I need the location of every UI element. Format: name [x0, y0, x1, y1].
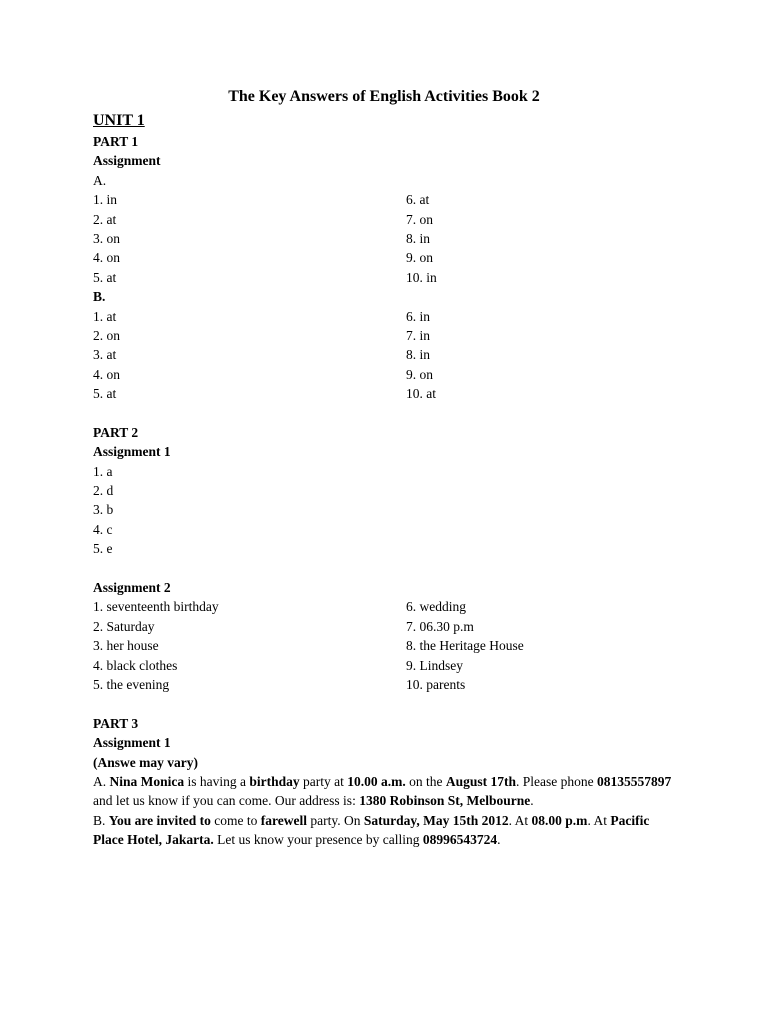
answer-row [93, 307, 693, 326]
answer-row [93, 597, 693, 616]
answer-item: 1. at [93, 308, 117, 324]
answer-row [93, 675, 693, 694]
answer-item: 4. on [93, 366, 120, 382]
part3-paragraph-a: A. Nina Monica is having a birthday party at 10.00 a.m. on the August 17th. Please phone 08135557897 and let us know if you can come. Our address is: 1380 Robinson St, Melbourne. [93, 773, 672, 809]
unit-heading: UNIT 1 [93, 112, 145, 129]
part2-assignment2-label: Assignment 2 [93, 579, 171, 595]
answer-item: 1. seventeenth birthday [93, 599, 219, 615]
answer-row [93, 210, 693, 229]
answer-item: 9. on [406, 250, 433, 266]
part1-heading: PART 1 [93, 134, 139, 149]
answer-row [93, 365, 693, 384]
answer-item: 6. in [406, 308, 431, 324]
part2-assignment1-list [93, 462, 693, 559]
answer-item: 2. Saturday [93, 618, 155, 634]
answer-item: 3. b [93, 502, 114, 518]
part3-paragraph-b: B. You are invited to come to farewell party. On Saturday, May 15th 2012. At 08.00 p.m. At Pacific Place Hotel, Jakarta. Let us know your presence by calling 08996543724. [93, 812, 650, 848]
document-content [93, 110, 693, 850]
answer-item: 9. on [406, 366, 433, 382]
answer-item: 10. at [406, 386, 436, 402]
answer-row [93, 384, 693, 403]
part3-assignment1-label: Assignment 1 [93, 735, 171, 751]
answer-row [93, 656, 693, 675]
answer-item: 6. wedding [406, 599, 466, 615]
answer-item: 4. c [93, 521, 113, 537]
answer-item: 4. black clothes [93, 657, 178, 673]
answer-item: 2. at [93, 211, 117, 227]
answer-item: 10. parents [406, 676, 466, 692]
answer-item: 1. in [93, 192, 118, 208]
answer-item: 8. in [406, 347, 431, 363]
part1-assignment-label: Assignment [93, 153, 161, 169]
part3-heading: PART 3 [93, 715, 139, 731]
answer-item: 5. at [93, 386, 117, 402]
answer-item: 3. at [93, 347, 117, 363]
answer-row [93, 326, 693, 345]
answer-item: 9. Lindsey [406, 657, 463, 673]
answer-row [93, 636, 693, 655]
part1-section-a-label: A. [93, 172, 107, 188]
answer-item: 8. the Heritage House [406, 638, 524, 654]
answer-item: 6. at [406, 192, 430, 208]
answer-item: 1. a [93, 463, 113, 479]
part2-assignment2-list [93, 597, 693, 694]
part1-section-b-label: B. [93, 289, 106, 305]
answer-item: 5. e [93, 541, 113, 557]
answer-item: 4. on [93, 250, 120, 266]
answer-item: 5. at [93, 269, 117, 285]
answer-item: 7. in [406, 327, 431, 343]
answer-row [93, 617, 693, 636]
answer-item: 5. the evening [93, 676, 170, 692]
part2-heading: PART 2 [93, 424, 139, 440]
answer-item: 10. in [406, 269, 437, 285]
answer-item: 2. d [93, 483, 114, 499]
part1-section-b-list [93, 307, 693, 404]
document-title: The Key Answers of English Activities Book 2 [228, 88, 540, 105]
answer-item: 7. on [406, 211, 433, 227]
answer-item: 2. on [93, 327, 120, 343]
answer-item: 3. on [93, 230, 120, 246]
part3-note: (Answe may vary) [93, 754, 198, 770]
answer-row [93, 190, 693, 209]
part2-assignment1-label: Assignment 1 [93, 444, 171, 460]
answer-item: 8. in [406, 230, 431, 246]
answer-item: 3. her house [93, 638, 159, 654]
answer-row [93, 248, 693, 267]
answer-item: 7. 06.30 p.m [406, 618, 474, 634]
answer-row [93, 268, 693, 287]
answer-row [93, 345, 693, 364]
part1-section-a-list [93, 190, 693, 287]
answer-row [93, 229, 693, 248]
